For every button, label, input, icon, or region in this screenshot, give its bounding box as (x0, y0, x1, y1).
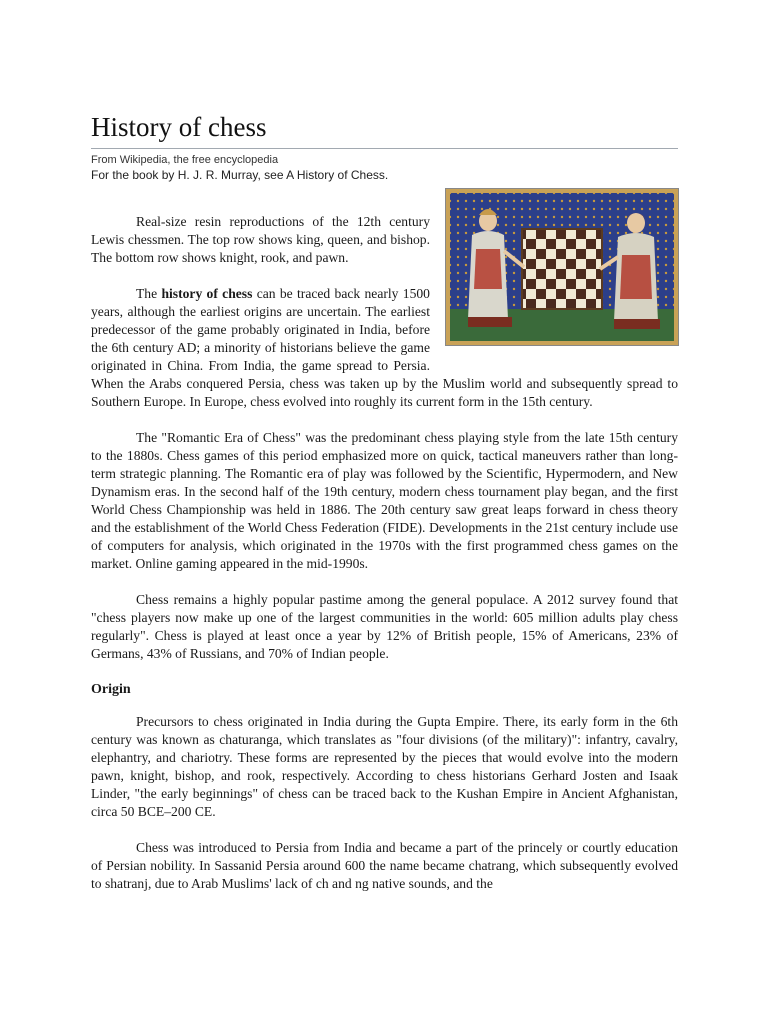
popularity-paragraph: Chess remains a highly popular pastime among the general populace. A 2012 survey found that "chess players now make up one of the largest communities in the world: 605 million adults play chess regularly". Chess is played at least once a year by 12% of British people, 15% of Americans, 23% of Germans, 43% of Russians, and 70% of Indian people. (91, 592, 678, 661)
precursors-paragraph: Precursors to chess originated in India during the Gupta Empire. There, its early form in the 6th century was known as chaturanga, which translates as "four divisions (of the military)": infantry, cavalry, elephantry, and chariotry. These forms are represented by the pieces that would evolve into the modern pawn, knight, bishop, and rook, respectively. According to chess historians Gerhard Josten and Isaak Linder, "the early beginnings" of chess can be traced back to the Kushan Empire in Ancient Afghanistan, circa 50 BCE–200 CE. (91, 714, 678, 819)
hatnote[interactable]: For the book by H. J. R. Murray, see A History of Chess. (91, 168, 389, 182)
section-heading-origin: Origin (91, 682, 131, 697)
lead-prefix: The (136, 286, 162, 301)
page-subtitle: From Wikipedia, the free encyclopedia (91, 154, 279, 166)
caption-paragraph: Real-size resin reproductions of the 12th century Lewis chessmen. The top row shows king, queen, and bishop. The bottom row shows knight, rook, and pawn. (91, 214, 430, 265)
persia-paragraph: Chess was introduced to Persia from India and became a part of the princely or courtly education of Persian nobility. In Sassanid Persia around 600 the name became chatrang, which subsequently evolved to shatranj, due to Arab Muslims' lack of ch and ng native sounds, and the (91, 840, 678, 891)
page-title: History of chess (91, 108, 678, 149)
chess-players-illumination-image (445, 188, 679, 346)
lead-rest: can be traced back nearly 1500 years, although the earliest origins are uncertain. The earliest predecessor of the game probably originated in India, before the 6th century AD; a minority of historians believe the game originated in China. From India, the game spread to Persia. When the Arabs conquered Persia, chess was taken up by the Muslim world and subsequently spread to Southern Europe. In Europe, chess evolved into roughly its current form in the 15th century. (91, 286, 678, 409)
illumination-svg (446, 189, 678, 345)
romantic-era-paragraph: The "Romantic Era of Chess" was the predominant chess playing style from the late 15th century to the 1880s. Chess games of this period emphasized more on quick, tactical maneuvers rather than long-term strategic planning. The Romantic era of play was followed by the Scientific, Hypermodern, and New Dynamism eras. In the second half of the 19th century, modern chess tournament play began, and the first World Chess Championship was held in 1886. The 20th century saw great leaps forward in chess theory and the establishment of the World Chess Federation (FIDE). Developments in the 21st century include use of computers for analysis, which originated in the 1970s with the first programmed chess games on the market. Online gaming appeared in the mid-1990s. (91, 430, 678, 571)
lead-bold-term: history of chess (161, 286, 253, 301)
article (91, 108, 678, 911)
